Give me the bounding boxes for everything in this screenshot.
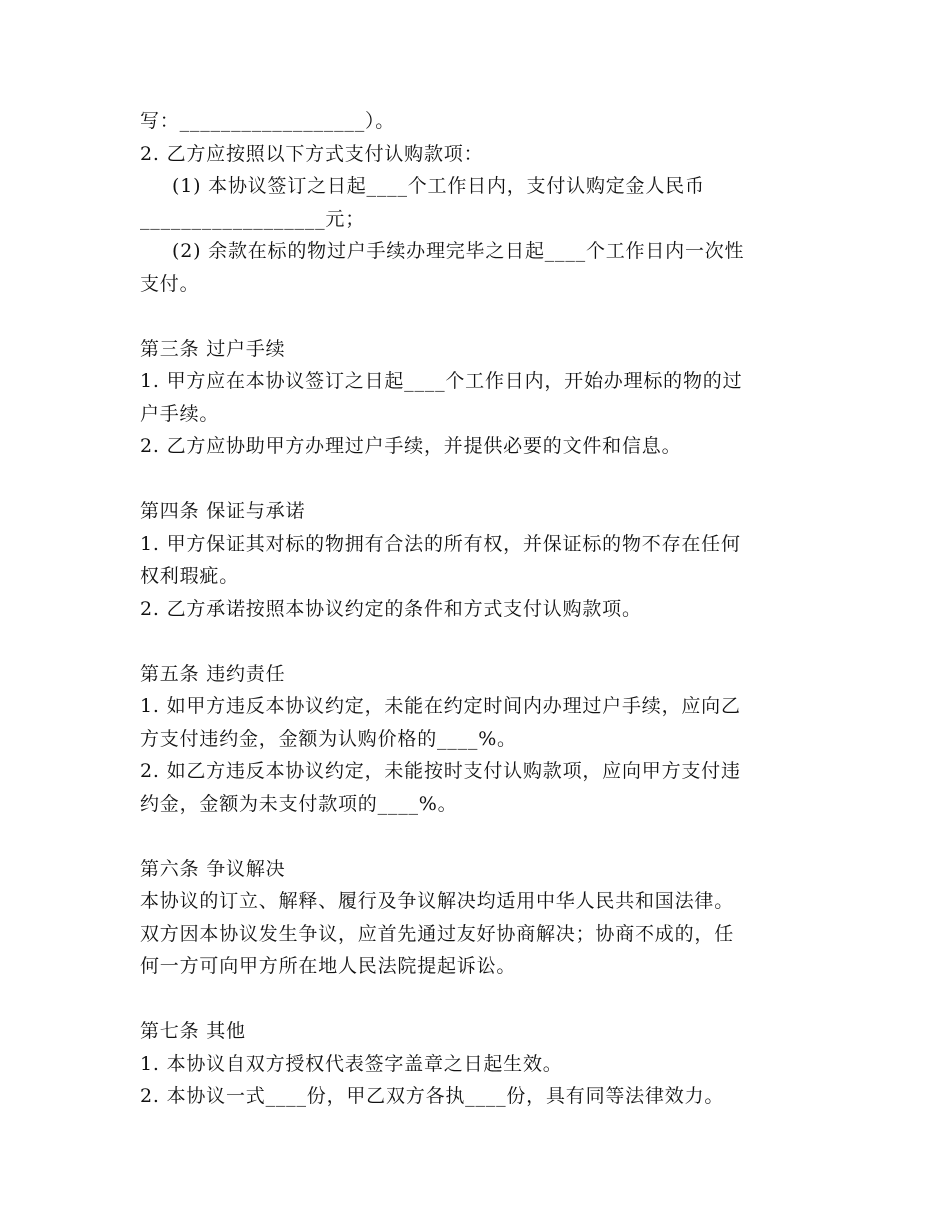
article-heading: 第五条 违约责任 — [140, 662, 286, 685]
section-spacer — [140, 300, 810, 333]
article-5 — [140, 658, 810, 821]
section-spacer — [140, 983, 810, 1016]
paragraph-line: __________________元； — [140, 207, 365, 230]
sub-clause-item: (1) 本协议签订之日起____个工作日内，支付认购定金人民币 — [172, 175, 705, 197]
article-6 — [140, 853, 810, 983]
clause-item: 2. 乙方应协助甲方办理过户手续，并提供必要的文件和信息。 — [140, 435, 682, 457]
paragraph-line: 方支付违约金，金额为认购价格的____%。 — [140, 727, 517, 750]
section-spacer — [140, 625, 810, 658]
article-heading: 第三条 过户手续 — [140, 337, 286, 360]
clause-item: 2. 乙方承诺按照本协议约定的条件和方式支付认购款项。 — [140, 597, 642, 620]
clause-item: 2. 本协议一式____份，甲乙双方各执____份，具有同等法律效力。 — [140, 1085, 725, 1107]
paragraph-line: 权利瑕疵。 — [140, 565, 240, 587]
clause-item: 2. 乙方应按照以下方式支付认购款项： — [140, 142, 484, 165]
clause-item: 2. 如乙方违反本协议约定，未能按时支付认购款项，应向甲方支付违 — [140, 760, 741, 782]
paragraph-line: 写：__________________）。 — [140, 110, 396, 132]
sub-clause-item: (2) 余款在标的物过户手续办理完毕之日起____个工作日内一次性 — [172, 240, 745, 262]
article-4 — [140, 495, 810, 625]
article-3 — [140, 333, 810, 463]
article-heading: 第六条 争议解决 — [140, 857, 286, 880]
paragraph-line: 双方因本协议发生争议，应首先通过友好协商解决；协商不成的，任 — [140, 922, 735, 945]
section-spacer — [140, 820, 810, 853]
section-spacer — [140, 463, 810, 496]
paragraph-line: 约金，金额为未支付款项的____%。 — [140, 792, 458, 815]
article-2-continuation — [140, 105, 810, 300]
article-heading: 第四条 保证与承诺 — [140, 500, 306, 522]
paragraph-line: 何一方可向甲方所在地人民法院提起诉讼。 — [140, 955, 517, 977]
paragraph-line: 户手续。 — [140, 402, 220, 425]
clause-item: 1. 本协议自双方授权代表签字盖章之日起生效。 — [140, 1052, 563, 1075]
contract-document-page — [140, 105, 810, 1113]
paragraph-line: 本协议的订立、解释、履行及争议解决均适用中华人民共和国法律。 — [140, 890, 735, 912]
clause-item: 1. 如甲方违反本协议约定，未能在约定时间内办理过户手续，应向乙 — [140, 695, 741, 717]
article-heading: 第七条 其他 — [140, 1020, 246, 1042]
clause-item: 1. 甲方保证其对标的物拥有合法的所有权，并保证标的物不存在任何 — [140, 532, 741, 555]
clause-item: 1. 甲方应在本协议签订之日起____个工作日内，开始办理标的物的过 — [140, 370, 743, 392]
article-7 — [140, 1015, 810, 1113]
paragraph-line: 支付。 — [140, 272, 200, 295]
